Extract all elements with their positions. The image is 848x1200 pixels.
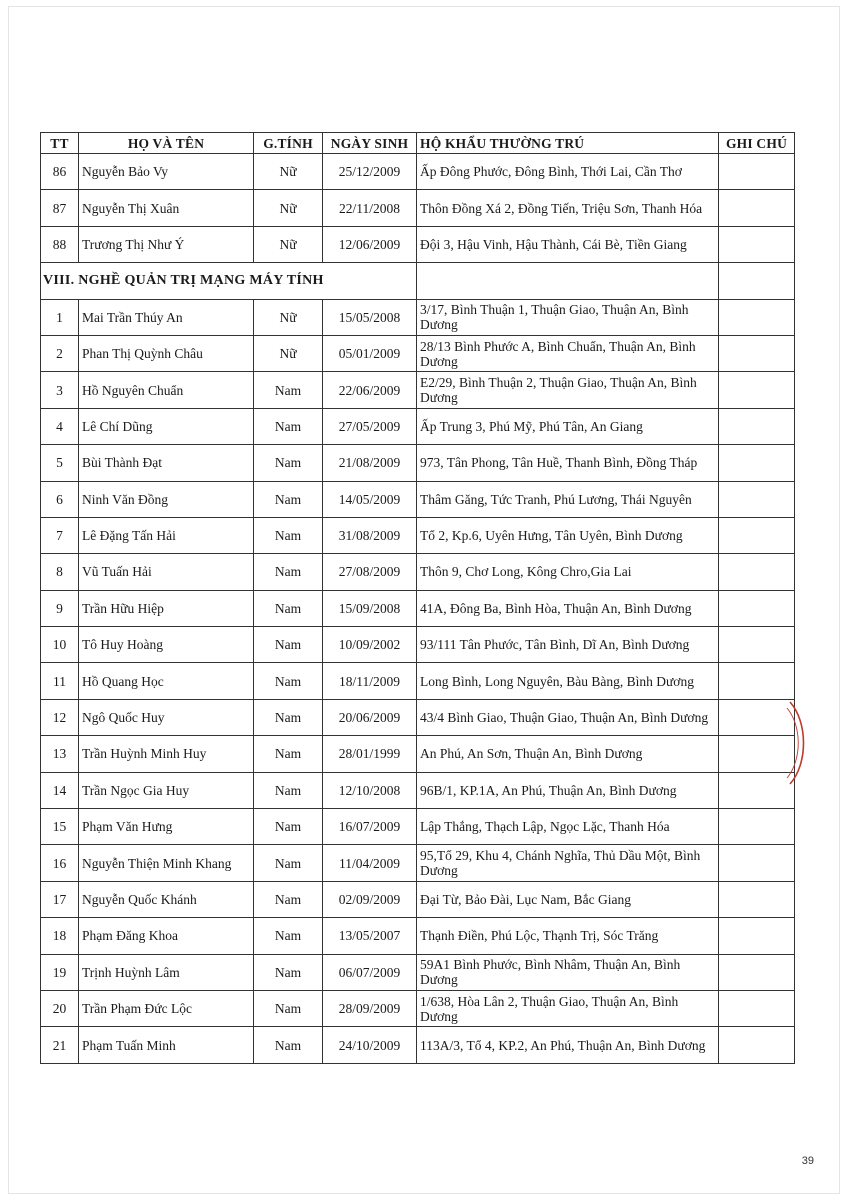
row-number: 1: [41, 299, 79, 335]
rows-after-section: [41, 299, 795, 1063]
student-name: Trần Phạm Đức Lộc: [79, 990, 254, 1026]
student-note: [719, 590, 795, 626]
student-note: [719, 154, 795, 190]
student-note: [719, 445, 795, 481]
student-note: [719, 699, 795, 735]
student-name: Trịnh Huỳnh Lâm: [79, 954, 254, 990]
row-number: 21: [41, 1027, 79, 1063]
section-note-cell: [719, 263, 795, 299]
table-row: [41, 372, 795, 408]
student-note: [719, 663, 795, 699]
student-note: [719, 990, 795, 1026]
student-dob: 10/09/2002: [323, 627, 417, 663]
student-name: Trần Ngọc Gia Huy: [79, 772, 254, 808]
header-name: HỌ VÀ TÊN: [79, 133, 254, 154]
table-row: [41, 1027, 795, 1063]
student-dob: 25/12/2009: [323, 154, 417, 190]
table-row: [41, 481, 795, 517]
student-gender: Nam: [254, 408, 323, 444]
student-gender: Nam: [254, 772, 323, 808]
student-name: Trần Huỳnh Minh Huy: [79, 736, 254, 772]
student-address: 43/4 Bình Giao, Thuận Giao, Thuận An, Bình Dương: [417, 699, 719, 735]
student-name: Phạm Đăng Khoa: [79, 918, 254, 954]
header-gender: G.TÍNH: [254, 133, 323, 154]
table-row: [41, 335, 795, 371]
student-name: Ngô Quốc Huy: [79, 699, 254, 735]
student-note: [719, 481, 795, 517]
student-dob: 18/11/2009: [323, 663, 417, 699]
table-row: [41, 154, 795, 190]
row-number: 20: [41, 990, 79, 1026]
student-name: Tô Huy Hoàng: [79, 627, 254, 663]
row-number: 14: [41, 772, 79, 808]
row-number: 88: [41, 226, 79, 262]
student-dob: 24/10/2009: [323, 1027, 417, 1063]
student-gender: Nam: [254, 699, 323, 735]
student-name: Nguyễn Thiện Minh Khang: [79, 845, 254, 881]
student-dob: 05/01/2009: [323, 335, 417, 371]
student-dob: 11/04/2009: [323, 845, 417, 881]
student-dob: 27/05/2009: [323, 408, 417, 444]
student-address: Thâm Găng, Tức Tranh, Phú Lương, Thái Nguyên: [417, 481, 719, 517]
table-row: [41, 990, 795, 1026]
student-note: [719, 881, 795, 917]
student-note: [719, 372, 795, 408]
student-address: 973, Tân Phong, Tân Huề, Thanh Bình, Đồng Tháp: [417, 445, 719, 481]
table-row: [41, 226, 795, 262]
row-number: 8: [41, 554, 79, 590]
student-gender: Nam: [254, 845, 323, 881]
header-row: [41, 133, 795, 154]
student-address: 59A1 Bình Phước, Bình Nhâm, Thuận An, Bình Dương: [417, 954, 719, 990]
student-name: Ninh Văn Đồng: [79, 481, 254, 517]
student-name: Lê Chí Dũng: [79, 408, 254, 444]
rows-before-section: [41, 154, 795, 263]
student-name: Phạm Văn Hưng: [79, 809, 254, 845]
student-address: 95,Tổ 29, Khu 4, Chánh Nghĩa, Thủ Dầu Một, Bình Dương: [417, 845, 719, 881]
student-dob: 27/08/2009: [323, 554, 417, 590]
table-row: [41, 845, 795, 881]
student-gender: Nam: [254, 918, 323, 954]
student-gender: Nam: [254, 517, 323, 553]
student-address: Thôn 9, Chơ Long, Kông Chro,Gia Lai: [417, 554, 719, 590]
student-dob: 22/06/2009: [323, 372, 417, 408]
student-dob: 21/08/2009: [323, 445, 417, 481]
student-note: [719, 918, 795, 954]
row-number: 11: [41, 663, 79, 699]
row-number: 87: [41, 190, 79, 226]
student-gender: Nam: [254, 736, 323, 772]
table-row: [41, 954, 795, 990]
student-address: Thạnh Điền, Phú Lộc, Thạnh Trị, Sóc Trăng: [417, 918, 719, 954]
student-address: Lập Thắng, Thạch Lập, Ngọc Lặc, Thanh Hóa: [417, 809, 719, 845]
student-gender: Nam: [254, 627, 323, 663]
student-note: [719, 772, 795, 808]
student-gender: Nữ: [254, 154, 323, 190]
student-address: 28/13 Bình Phước A, Bình Chuẩn, Thuận An, Bình Dương: [417, 335, 719, 371]
header-address: HỘ KHẨU THƯỜNG TRÚ: [417, 133, 719, 154]
table-row: [41, 809, 795, 845]
row-number: 13: [41, 736, 79, 772]
section-address-cell: [417, 263, 719, 299]
section-row: [41, 263, 795, 299]
student-address: An Phú, An Sơn, Thuận An, Bình Dương: [417, 736, 719, 772]
header-tt: TT: [41, 133, 79, 154]
student-dob: 31/08/2009: [323, 517, 417, 553]
table-row: [41, 663, 795, 699]
table-row: [41, 517, 795, 553]
student-gender: Nam: [254, 990, 323, 1026]
student-name: Mai Trần Thúy An: [79, 299, 254, 335]
student-roster-table: [40, 132, 795, 1064]
student-note: [719, 627, 795, 663]
student-name: Nguyễn Bảo Vy: [79, 154, 254, 190]
student-note: [719, 517, 795, 553]
student-gender: Nam: [254, 445, 323, 481]
section-header: [41, 263, 795, 299]
student-dob: 14/05/2009: [323, 481, 417, 517]
student-gender: Nam: [254, 809, 323, 845]
student-note: [719, 190, 795, 226]
row-number: 9: [41, 590, 79, 626]
student-name: Phạm Tuấn Minh: [79, 1027, 254, 1063]
table-row: [41, 881, 795, 917]
header-dob: NGÀY SINH: [323, 133, 417, 154]
student-dob: 16/07/2009: [323, 809, 417, 845]
student-address: Tổ 2, Kp.6, Uyên Hưng, Tân Uyên, Bình Dương: [417, 517, 719, 553]
student-address: 96B/1, KP.1A, An Phú, Thuận An, Bình Dương: [417, 772, 719, 808]
table-row: [41, 554, 795, 590]
student-address: Ấp Trung 3, Phú Mỹ, Phú Tân, An Giang: [417, 408, 719, 444]
student-note: [719, 736, 795, 772]
student-gender: Nam: [254, 481, 323, 517]
student-address: 113A/3, Tổ 4, KP.2, An Phú, Thuận An, Bình Dương: [417, 1027, 719, 1063]
student-note: [719, 226, 795, 262]
student-name: Nguyễn Thị Xuân: [79, 190, 254, 226]
row-number: 2: [41, 335, 79, 371]
row-number: 7: [41, 517, 79, 553]
row-number: 15: [41, 809, 79, 845]
student-address: 1/638, Hòa Lân 2, Thuận Giao, Thuận An, Bình Dương: [417, 990, 719, 1026]
row-number: 12: [41, 699, 79, 735]
student-address: Thôn Đồng Xá 2, Đồng Tiến, Triệu Sơn, Thanh Hóa: [417, 190, 719, 226]
row-number: 16: [41, 845, 79, 881]
student-name: Lê Đặng Tấn Hải: [79, 517, 254, 553]
student-gender: Nam: [254, 590, 323, 626]
student-note: [719, 554, 795, 590]
student-address: Đội 3, Hậu Vinh, Hậu Thành, Cái Bè, Tiền Giang: [417, 226, 719, 262]
student-address: 3/17, Bình Thuận 1, Thuận Giao, Thuận An, Bình Dương: [417, 299, 719, 335]
student-dob: 20/06/2009: [323, 699, 417, 735]
student-gender: Nữ: [254, 299, 323, 335]
row-number: 3: [41, 372, 79, 408]
student-address: 93/111 Tân Phước, Tân Bình, Dĩ An, Bình Dương: [417, 627, 719, 663]
row-number: 5: [41, 445, 79, 481]
table-row: [41, 590, 795, 626]
student-dob: 02/09/2009: [323, 881, 417, 917]
red-stamp-edge: [786, 700, 810, 786]
student-dob: 28/01/1999: [323, 736, 417, 772]
student-name: Trần Hữu Hiệp: [79, 590, 254, 626]
student-gender: Nữ: [254, 226, 323, 262]
row-number: 19: [41, 954, 79, 990]
student-name: Trương Thị Như Ý: [79, 226, 254, 262]
table-row: [41, 918, 795, 954]
student-dob: 12/06/2009: [323, 226, 417, 262]
student-dob: 12/10/2008: [323, 772, 417, 808]
student-note: [719, 1027, 795, 1063]
row-number: 18: [41, 918, 79, 954]
student-name: Bùi Thành Đạt: [79, 445, 254, 481]
student-dob: 13/05/2007: [323, 918, 417, 954]
table-row: [41, 736, 795, 772]
student-dob: 15/05/2008: [323, 299, 417, 335]
student-address: Ấp Đông Phước, Đông Bình, Thới Lai, Cần Thơ: [417, 154, 719, 190]
student-gender: Nam: [254, 372, 323, 408]
student-dob: 22/11/2008: [323, 190, 417, 226]
row-number: 10: [41, 627, 79, 663]
student-name: Nguyễn Quốc Khánh: [79, 881, 254, 917]
row-number: 86: [41, 154, 79, 190]
student-name: Hồ Nguyên Chuẩn: [79, 372, 254, 408]
table-row: [41, 699, 795, 735]
student-address: Đại Từ, Bảo Đài, Lục Nam, Bắc Giang: [417, 881, 719, 917]
student-note: [719, 845, 795, 881]
student-gender: Nam: [254, 881, 323, 917]
student-address: E2/29, Bình Thuận 2, Thuận Giao, Thuận An, Bình Dương: [417, 372, 719, 408]
student-note: [719, 809, 795, 845]
student-note: [719, 299, 795, 335]
row-number: 17: [41, 881, 79, 917]
table-row: [41, 627, 795, 663]
student-name: Hồ Quang Học: [79, 663, 254, 699]
student-gender: Nam: [254, 663, 323, 699]
student-gender: Nam: [254, 554, 323, 590]
header-note: GHI CHÚ: [719, 133, 795, 154]
table-row: [41, 299, 795, 335]
table-row: [41, 445, 795, 481]
page-number: 39: [801, 1155, 814, 1167]
row-number: 4: [41, 408, 79, 444]
section-title: VIII. NGHỀ QUẢN TRỊ MẠNG MÁY TÍNH: [41, 263, 417, 299]
student-dob: 15/09/2008: [323, 590, 417, 626]
student-name: Vũ Tuấn Hải: [79, 554, 254, 590]
student-dob: 28/09/2009: [323, 990, 417, 1026]
student-note: [719, 408, 795, 444]
table-row: [41, 408, 795, 444]
student-address: Long Bình, Long Nguyên, Bàu Bàng, Bình Dương: [417, 663, 719, 699]
student-note: [719, 335, 795, 371]
student-dob: 06/07/2009: [323, 954, 417, 990]
student-gender: Nữ: [254, 335, 323, 371]
table-row: [41, 190, 795, 226]
student-gender: Nam: [254, 1027, 323, 1063]
student-gender: Nam: [254, 954, 323, 990]
row-number: 6: [41, 481, 79, 517]
student-name: Phan Thị Quỳnh Châu: [79, 335, 254, 371]
student-address: 41A, Đông Ba, Bình Hòa, Thuận An, Bình Dương: [417, 590, 719, 626]
student-note: [719, 954, 795, 990]
student-gender: Nữ: [254, 190, 323, 226]
table-row: [41, 772, 795, 808]
